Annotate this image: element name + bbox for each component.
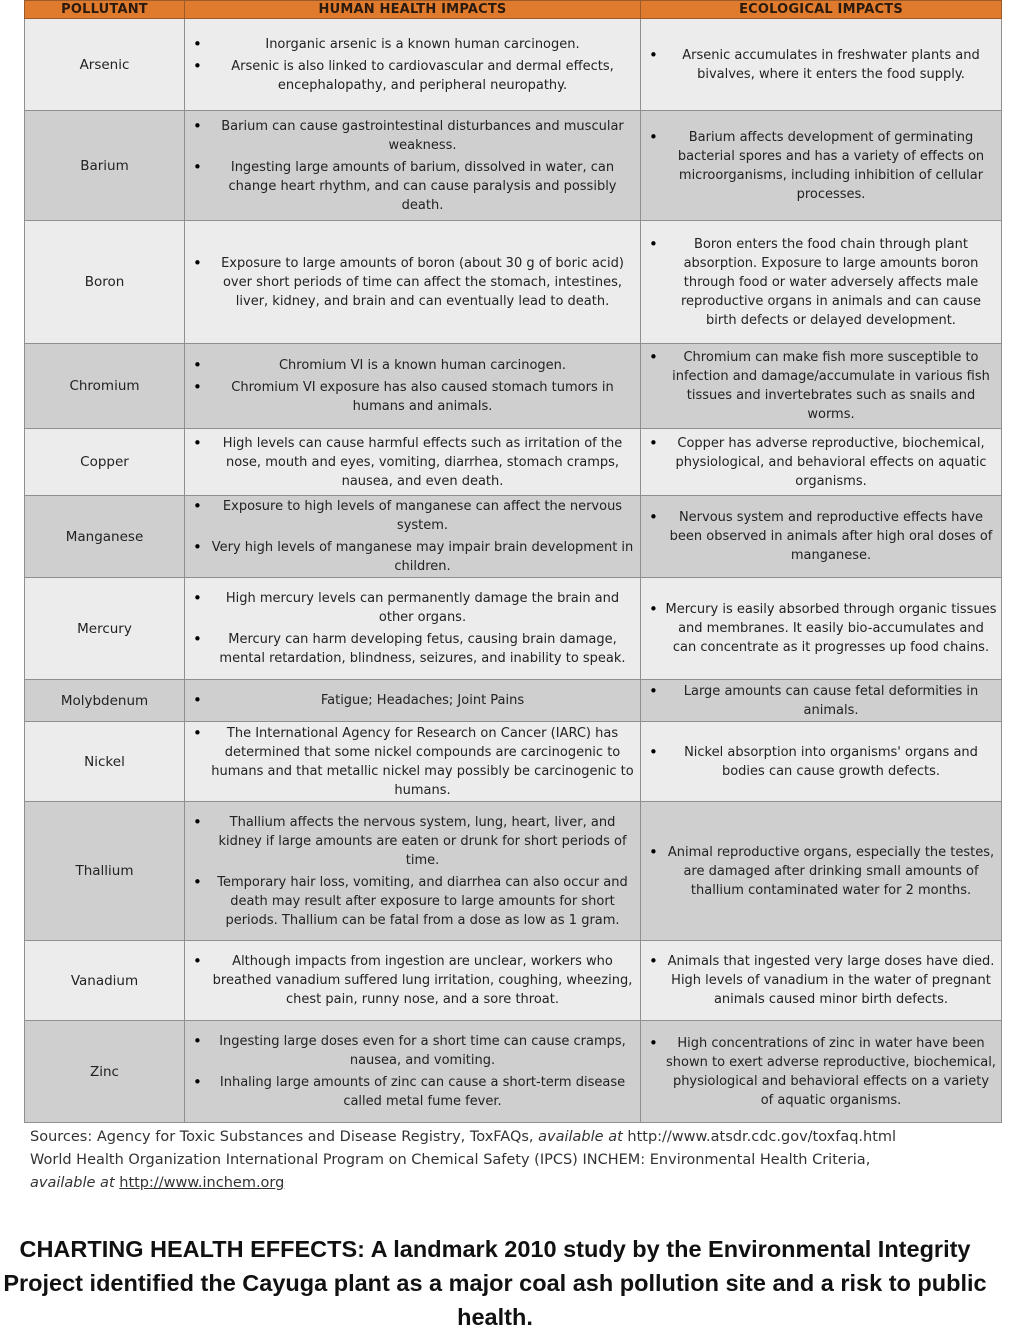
bullet-list (641, 235, 1001, 330)
sources-line-2: World Health Organization International Program on Chemical Safety (IPCS) INCHEM: Environmental Health Criteria, (30, 1152, 871, 1168)
sources-note (30, 1126, 1020, 1195)
list-item (641, 508, 1001, 565)
list-item (185, 378, 640, 416)
ecological-cell (641, 802, 1002, 941)
list-item (641, 46, 1001, 84)
pollutant-name: Boron (25, 221, 185, 344)
header-ecological-impacts: ECOLOGICAL IMPACTS (641, 1, 1002, 19)
impact-text: Inorganic arsenic is a known human carcinogen. (265, 36, 580, 52)
bullet-icon: • (193, 356, 202, 374)
list-item (185, 117, 640, 155)
table-row (25, 680, 1002, 722)
human-health-cell (185, 802, 641, 941)
bullet-list (641, 46, 1001, 84)
list-item (641, 128, 1001, 204)
bullet-icon: • (649, 433, 658, 452)
bullet-icon: • (193, 253, 202, 272)
impact-text: Barium can cause gastrointestinal disturbances and muscular weakness. (221, 118, 624, 153)
bullet-icon: • (649, 600, 658, 618)
bullet-icon: • (649, 234, 658, 253)
human-health-cell (185, 1021, 641, 1123)
impact-text: The International Agency for Research on Cancer (IARC) has determined that some nickel compounds are carcinogenic to humans and that metallic nickel may possibly be carcinogenic to humans. (211, 725, 634, 798)
header-pollutant: POLLUTANT (25, 1, 185, 19)
impact-text: Although impacts from ingestion are unclear, workers who breathed vanadium suffered lung irritation, coughing, wheezing, chest pain, runny nose, and a sore throat. (212, 954, 633, 1007)
human-health-cell (185, 19, 641, 111)
pollutant-name: Copper (25, 429, 185, 496)
bullet-list (641, 952, 1001, 1009)
bullet-icon: • (193, 589, 202, 607)
list-item (641, 843, 1001, 900)
bullet-list (185, 589, 640, 668)
bullet-list (641, 434, 1001, 491)
bullet-icon: • (193, 378, 202, 396)
inchem-link[interactable]: http://www.inchem.org (119, 1175, 285, 1191)
human-health-cell (185, 344, 641, 429)
list-item (641, 1034, 1001, 1110)
table-body (25, 19, 1002, 1123)
impact-text: High mercury levels can permanently damage the brain and other organs. (225, 591, 620, 625)
list-item (185, 158, 640, 215)
table-row (25, 802, 1002, 941)
impact-text: Chromium VI exposure has also caused stomach tumors in humans and animals. (231, 380, 614, 414)
impact-text: Large amounts can cause fetal deformities in animals. (683, 683, 979, 718)
impact-text: High levels can cause harmful effects such as irritation of the nose, mouth and eyes, vomiting, diarrhea, stomach cramps, nausea, and even death. (222, 435, 623, 489)
list-item (185, 1032, 640, 1070)
impact-text: Chromium can make fish more susceptible to infection and damage/accumulate in various fish tissues and invertebrates such as snails and worms. (672, 350, 990, 422)
sources-line-1 (30, 1126, 1020, 1149)
impact-text: Nervous system and reproductive effects have been observed in animals after high oral doses of manganese. (669, 510, 993, 563)
ecological-cell (641, 344, 1002, 429)
bullet-list (185, 497, 640, 576)
bullet-icon: • (193, 812, 202, 831)
list-item (641, 348, 1001, 424)
impact-text: Animals that ingested very large doses have died. High levels of vanadium in the water of pregnant animals caused minor birth defects. (667, 954, 995, 1007)
ecological-cell (641, 111, 1002, 221)
human-health-cell (185, 221, 641, 344)
pollutant-name: Thallium (25, 802, 185, 941)
list-item (185, 589, 640, 627)
table-row (25, 578, 1002, 680)
available-at-text: available at (30, 1175, 115, 1191)
list-item (185, 724, 640, 800)
bullet-list (185, 35, 640, 95)
list-item (185, 952, 640, 1009)
pollutant-name: Nickel (25, 722, 185, 802)
list-item (185, 497, 640, 535)
bullet-list (641, 348, 1001, 424)
impact-text: Animal reproductive organs, especially the testes, are damaged after drinking small amounts of thallium contaminated water for 2 months. (667, 844, 995, 898)
list-item (185, 254, 640, 311)
bullet-icon: • (193, 1032, 202, 1050)
impact-text: Boron enters the food chain through plant absorption. Exposure to large amounts boron through food or water adversely affects male reproductive organs in animals and can cause birth defects or delayed development. (680, 236, 982, 328)
human-health-cell (185, 429, 641, 496)
list-item (185, 35, 640, 54)
bullet-icon: • (649, 1033, 658, 1052)
pollutant-name: Manganese (25, 496, 185, 578)
bullet-list (185, 356, 640, 416)
impact-text: Nickel absorption into organisms' organs and bodies can cause growth defects. (684, 744, 978, 779)
bullet-icon: • (649, 842, 658, 861)
ecological-cell (641, 722, 1002, 802)
bullet-icon: • (193, 157, 202, 176)
bullet-icon: • (649, 681, 658, 700)
list-item (185, 813, 640, 870)
human-health-cell (185, 111, 641, 221)
human-health-cell (185, 578, 641, 680)
ecological-cell (641, 221, 1002, 344)
pollutant-name: Molybdenum (25, 680, 185, 722)
pollutant-name: Arsenic (25, 19, 185, 111)
pollutant-name: Barium (25, 111, 185, 221)
list-item (185, 691, 640, 710)
impact-text: Thallium affects the nervous system, lung, heart, liver, and kidney if large amounts are eaten or drunk for short periods of time. (218, 814, 627, 868)
impact-text: Ingesting large amounts of barium, dissolved in water, can change heart rhythm, and can cause paralysis and possibly death. (228, 159, 617, 213)
list-item (185, 873, 640, 930)
bullet-icon: • (193, 952, 202, 970)
bullet-list (185, 434, 640, 491)
list-item (641, 434, 1001, 491)
bullet-list (641, 843, 1001, 900)
pollutant-table (24, 0, 1002, 1123)
ecological-cell (641, 19, 1002, 111)
impact-text: Inhaling large amounts of zinc can cause a short-term disease called metal fume fever. (219, 1075, 626, 1109)
human-health-cell (185, 941, 641, 1021)
list-item (185, 434, 640, 491)
bullet-icon: • (649, 952, 658, 970)
bullet-icon: • (193, 872, 202, 891)
impact-text: Temporary hair loss, vomiting, and diarrhea can also occur and death may result after exposure to large amounts for short periods. Thallium can be fatal from a dose as low as 1 gram. (217, 874, 628, 928)
bullet-list (185, 117, 640, 215)
impact-text: Chromium VI is a known human carcinogen. (278, 358, 567, 373)
bullet-list (185, 952, 640, 1009)
bullet-list (641, 682, 1001, 720)
bullet-icon: • (193, 433, 202, 452)
bullet-list (185, 724, 640, 800)
list-item (185, 538, 640, 576)
pollutant-name: Mercury (25, 578, 185, 680)
human-health-cell (185, 496, 641, 578)
bullet-icon: • (649, 742, 658, 761)
ecological-cell (641, 496, 1002, 578)
impact-text: Ingesting large doses even for a short time can cause cramps, nausea, and vomiting. (219, 1034, 626, 1068)
table-row (25, 111, 1002, 221)
table-row (25, 496, 1002, 578)
pollutant-name: Vanadium (25, 941, 185, 1021)
table-row (25, 1021, 1002, 1123)
table-header-row (25, 1, 1002, 19)
table-row (25, 19, 1002, 111)
bullet-icon: • (193, 691, 202, 709)
pollutant-name: Chromium (25, 344, 185, 429)
bullet-icon: • (193, 630, 202, 648)
sources-text: Sources: Agency for Toxic Substances and Disease Registry, ToxFAQs, (30, 1129, 539, 1145)
table-row (25, 941, 1002, 1021)
bullet-list (185, 691, 640, 710)
impact-text: Copper has adverse reproductive, biochemical, physiological, and behavioral effects on aquatic organisms. (675, 435, 987, 489)
impact-text: Fatigue; Headaches; Joint Pains (320, 693, 525, 708)
list-item (185, 1073, 640, 1111)
impact-text: Very high levels of manganese may impair brain development in children. (211, 540, 634, 574)
bullet-icon: • (193, 116, 202, 135)
bullet-list (185, 1032, 640, 1111)
bullet-list (641, 1034, 1001, 1110)
human-health-cell (185, 680, 641, 722)
list-item (641, 235, 1001, 330)
bullet-icon: • (193, 538, 202, 556)
ecological-cell (641, 680, 1002, 722)
bullet-list (641, 128, 1001, 204)
bullet-icon: • (193, 497, 202, 515)
pollutant-name: Zinc (25, 1021, 185, 1123)
ecological-cell (641, 941, 1002, 1021)
sources-line-3 (30, 1172, 1020, 1195)
impact-text: Barium affects development of germinating bacterial spores and has a variety of effects on microorganisms, including inhibition of cellular processes. (677, 129, 985, 202)
figure-caption: CHARTING HEALTH EFFECTS: A landmark 2010 study by the Environmental Integrity Project identified the Cayuga plant as a major coal ash pollution site and a risk to public health. (3, 1236, 987, 1330)
list-item (641, 600, 1001, 657)
impact-text: Arsenic is also linked to cardiovascular and dermal effects, encephalopathy, and peripheral neuropathy. (231, 58, 614, 93)
table-row (25, 221, 1002, 344)
list-item (641, 682, 1001, 720)
list-item (641, 952, 1001, 1009)
bullet-list (641, 743, 1001, 781)
bullet-list (185, 254, 640, 311)
bullet-list (641, 508, 1001, 565)
table-row (25, 429, 1002, 496)
bullet-icon: • (649, 127, 658, 146)
impact-text: Mercury can harm developing fetus, causing brain damage, mental retardation, blindness, seizures, and inability to speak. (219, 632, 626, 666)
table-row (25, 344, 1002, 429)
bullet-icon: • (649, 348, 658, 366)
available-at-text: available at (538, 1129, 623, 1145)
bullet-list (641, 600, 1001, 657)
impact-text: Mercury is easily absorbed through organic tissues and membranes. It easily bio-accumulates and can concentrate as it progresses up food chains. (665, 602, 997, 655)
impact-text: Exposure to large amounts of boron (about 30 g of boric acid) over short periods of time can affect the stomach, intestines, liver, kidney, and brain and can eventually lead to death. (221, 255, 624, 309)
bullet-icon: • (193, 723, 202, 742)
ecological-cell (641, 429, 1002, 496)
list-item (185, 57, 640, 95)
bullet-icon: • (649, 45, 658, 64)
atsdr-link[interactable]: http://www.atsdr.cdc.gov/toxfaq.html (627, 1129, 897, 1145)
impact-text: High concentrations of zinc in water have been shown to exert adverse reproductive, biochemical, physiological and behavioral effects on a variety of aquatic organisms. (666, 1035, 996, 1108)
bullet-list (185, 813, 640, 930)
impact-text: Exposure to high levels of manganese can affect the nervous system. (222, 499, 623, 533)
ecological-cell (641, 1021, 1002, 1123)
human-health-cell (185, 722, 641, 802)
table-row (25, 722, 1002, 802)
impact-text: Arsenic accumulates in freshwater plants and bivalves, where it enters the food supply. (682, 47, 980, 82)
bullet-icon: • (193, 1073, 202, 1091)
ecological-cell (641, 578, 1002, 680)
bullet-icon: • (193, 56, 202, 75)
bullet-icon: • (193, 34, 202, 53)
bullet-icon: • (649, 508, 658, 526)
list-item (641, 743, 1001, 781)
list-item (185, 356, 640, 375)
header-human-health-impacts: HUMAN HEALTH IMPACTS (185, 1, 641, 19)
list-item (185, 630, 640, 668)
